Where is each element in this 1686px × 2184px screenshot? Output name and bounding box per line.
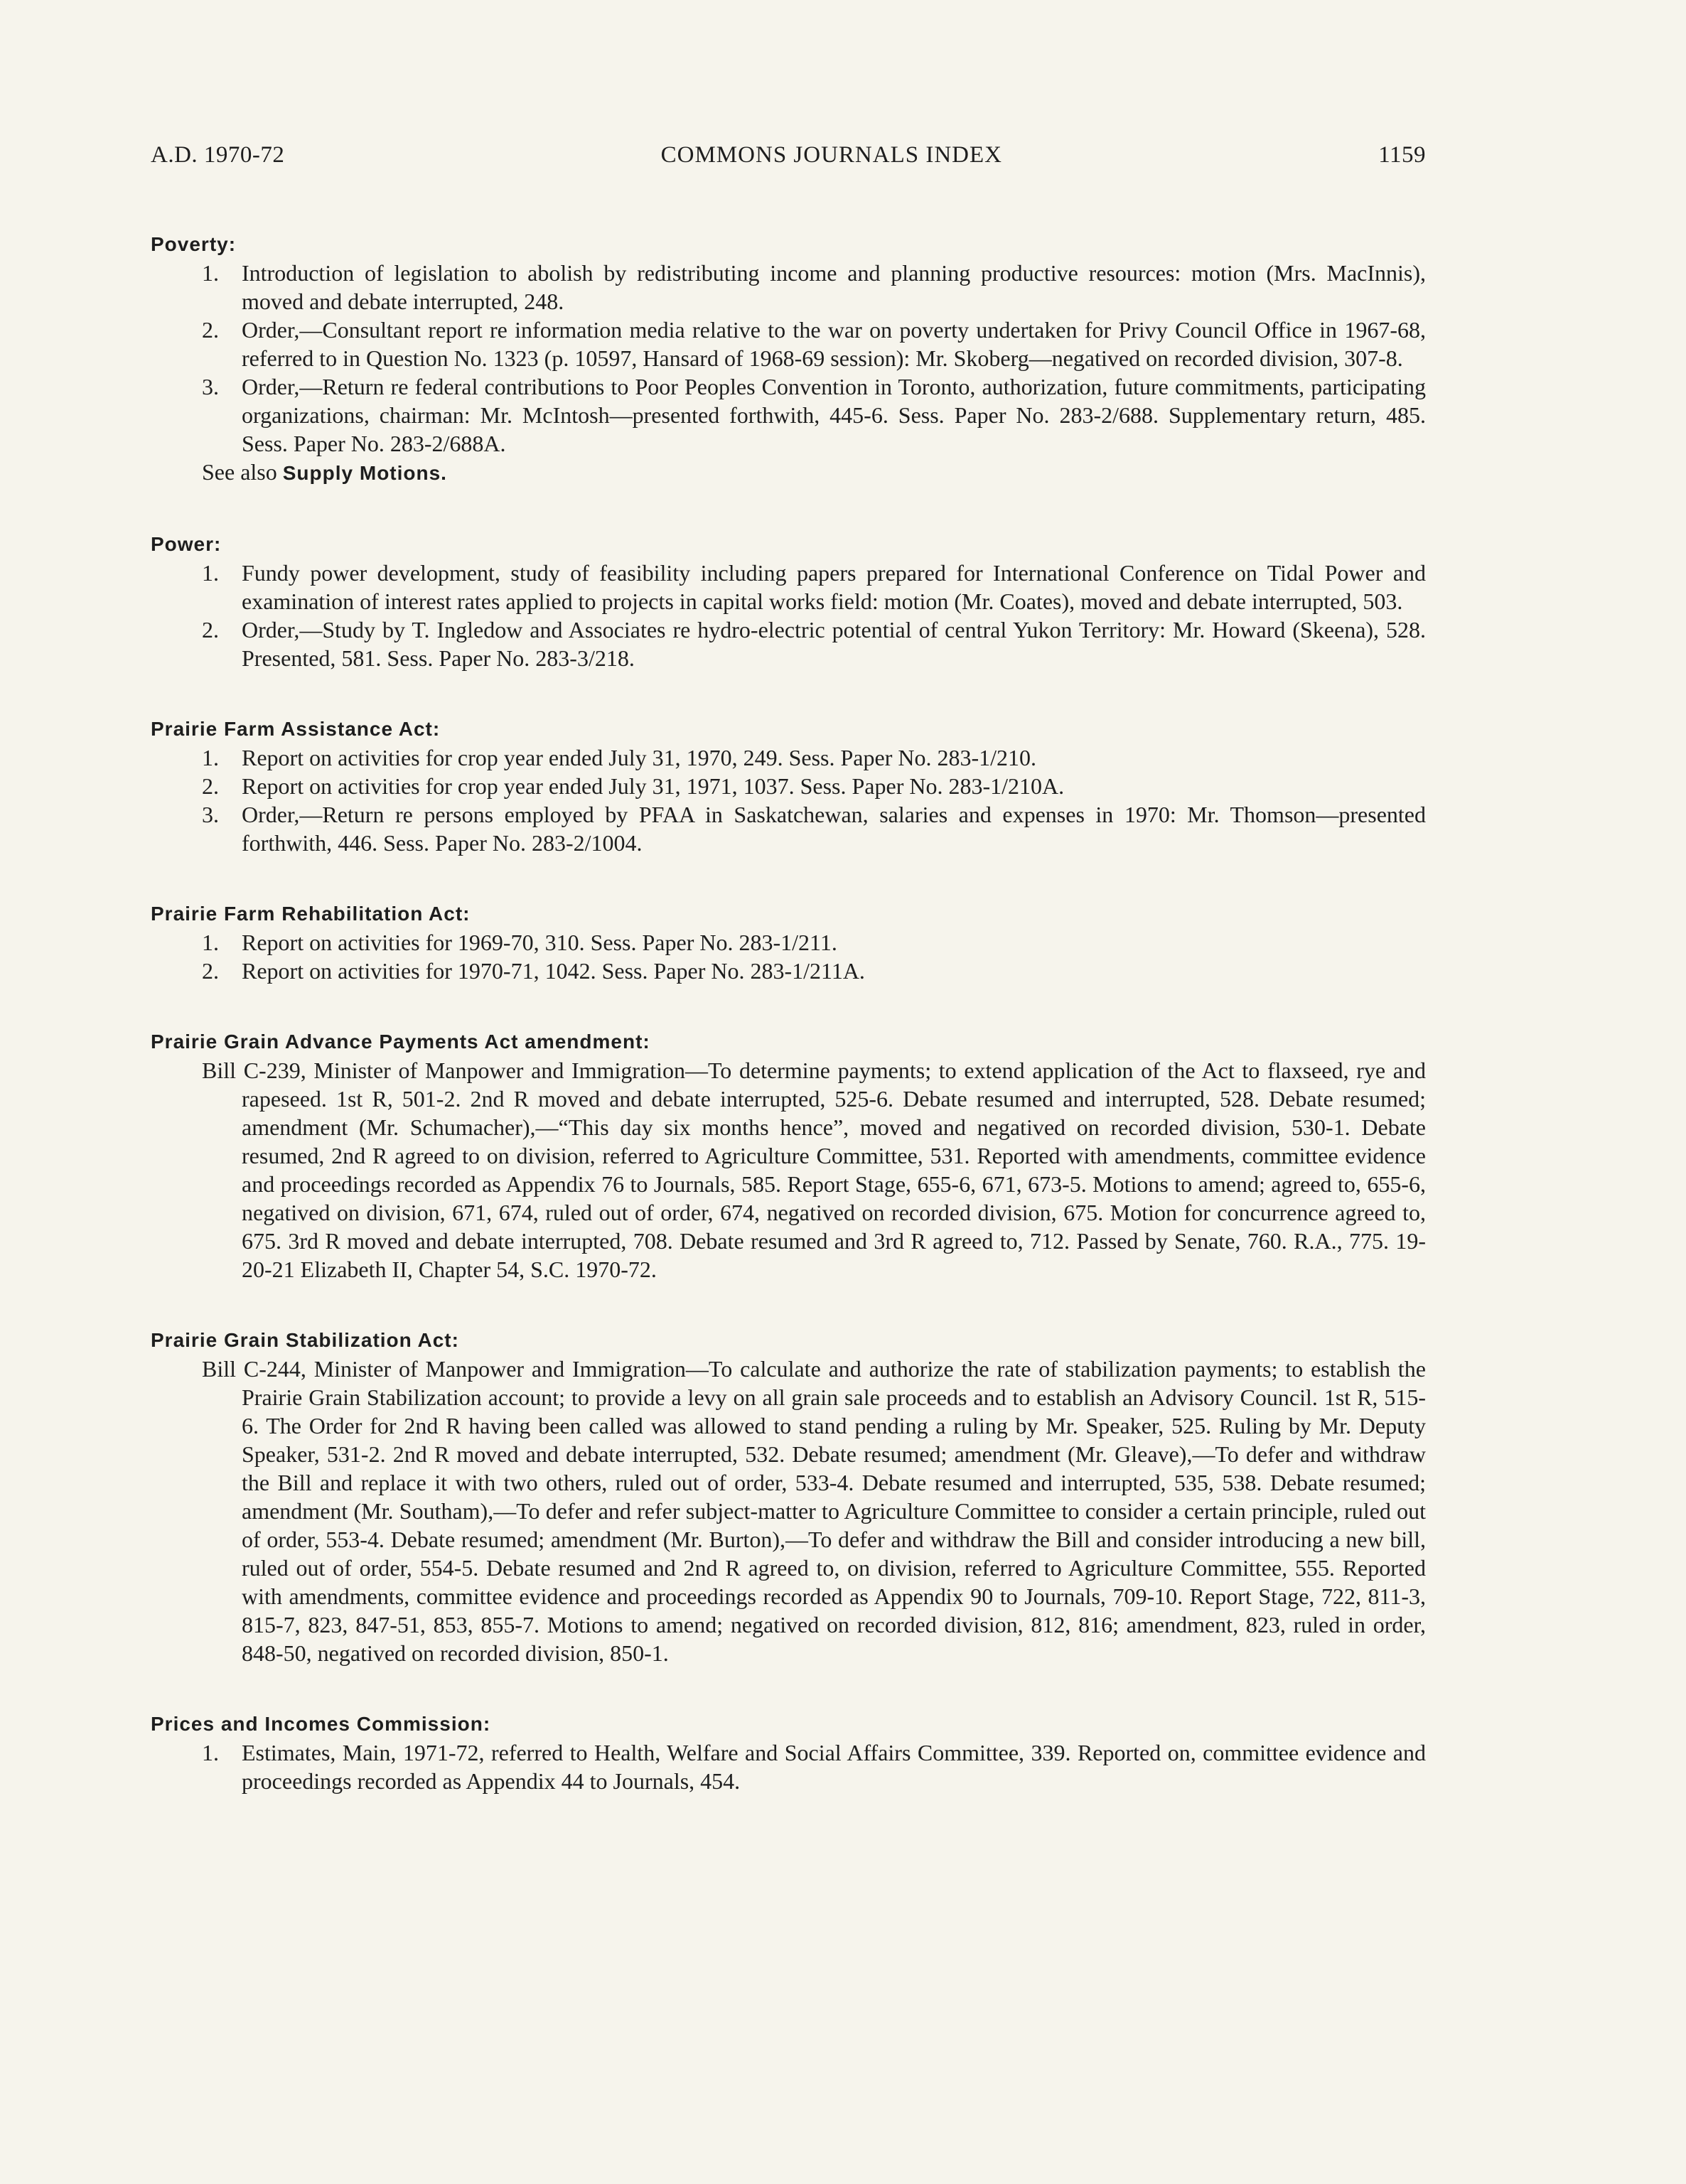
bill-entry: Bill C-244, Minister of Manpower and Immigration—To calculate and authorize the rate of stabilization payments; to establish the Prairie Grain Stabilization account; to provide a levy on all grain sale proceeds and to establish an Advisory Council. 1st R, 515-6. The Order for 2nd R having been called was allowed to stand pending a ruling by Mr. Speaker, 525. Ruling by Mr. Deputy Speaker, 531-2. 2nd R moved and debate interrupted, 532. Debate resumed; amendment (Mr. Gleave),—To defer and withdraw the Bill and replace it with two others, ruled out of order, 533-4. Debate resumed and interrupted, 535, 538. Debate resumed; amendment (Mr. Southam),—To defer and refer subject-matter to Agriculture Committee to consider a certain principle, ruled out of order, 553-4. Debate resumed; amendment (Mr. Burton),—To defer and withdraw the Bill and consider introducing a new bill, ruled out of order, 554-5. Debate resumed and 2nd R agreed to, on division, referred to Agriculture Committee, 555. Reported with amendments, committee evidence and proceedings recorded as Appendix 90 to Journals, 709-10. Report Stage, 722, 811-3, 815-7, 823, 847-51, 853, 855-7. Motions to amend; negatived on recorded division, 812, 816; amendment, 823, ruled in order, 848-50, negatived on recorded division, 850-1. [202, 1356, 1426, 1666]
entry-number: 3. [202, 802, 219, 827]
entry-number: 1. [202, 260, 219, 286]
index-page [151, 142, 1426, 1795]
index-section-prairie-grain-advance-payments [151, 1028, 1426, 1284]
section-heading: Power: [151, 533, 222, 555]
index-entry [151, 772, 1426, 800]
entry-text: Order,—Consultant report re information media relative to the war on poverty undertaken for Privy Council Office in 1967-68, referred to in Question No. 1323 (p. 10597, Hansard of 1968-69 session): Mr. Skoberg—negatived on recorded division, 307-8. [242, 317, 1426, 371]
index-section-prairie-farm-assistance [151, 715, 1426, 857]
index-section-poverty [151, 230, 1426, 488]
index-section-prairie-farm-rehabilitation [151, 900, 1426, 985]
index-section-power [151, 530, 1426, 672]
section-heading: Poverty: [151, 233, 237, 255]
header-page-number: 1159 [1378, 142, 1426, 168]
header-date-range: A.D. 1970-72 [151, 142, 285, 168]
see-also-prefix: See also [202, 459, 277, 485]
section-heading: Prairie Farm Assistance Act: [151, 718, 441, 740]
index-section-prices-and-incomes [151, 1710, 1426, 1795]
entry-number: 2. [202, 958, 219, 984]
entry-number: 3. [202, 374, 219, 399]
index-entry [151, 259, 1426, 316]
entry-number: 2. [202, 617, 219, 642]
index-entry [151, 559, 1426, 615]
index-entry [151, 615, 1426, 672]
entry-text: Introduction of legislation to abolish by redistributing income and planning productive resources: motion (Mrs. MacInnis), moved and debate interrupted, 248. [242, 260, 1426, 314]
entry-number: 2. [202, 317, 219, 343]
section-heading: Prices and Incomes Commission: [151, 1713, 491, 1735]
bill-entry: Bill C-239, Minister of Manpower and Immigration—To determine payments; to extend application of the Act to flaxseed, rye and rapeseed. 1st R, 501-2. 2nd R moved and debate interrupted, 525-6. Debate resumed and interrupted, 528. Debate resumed; amendment (Mr. Schumacher),—“This day six months hence”, moved and negatived on recorded division, 530-1. Debate resumed, 2nd R agreed to on division, referred to Agriculture Committee, 531. Reported with amendments, committee evidence and proceedings recorded as Appendix 76 to Journals, 585. Report Stage, 655-6, 671, 673-5. Motions to amend; agreed to, 655-6, negatived on division, 671, 674, ruled out of order, 674, negatived on recorded division, 675. Motion for concurrence agreed to, 675. 3rd R moved and debate interrupted, 708. Debate resumed and 3rd R agreed to, 712. Passed by Senate, 760. R.A., 775. 19-20-21 Elizabeth II, Chapter 54, S.C. 1970-72. [202, 1058, 1426, 1282]
index-entry [151, 1738, 1426, 1795]
index-entry [151, 928, 1426, 957]
see-also [151, 458, 1426, 488]
section-heading: Prairie Grain Advance Payments Act amendment: [151, 1031, 650, 1053]
index-section-prairie-grain-stabilization [151, 1326, 1426, 1667]
entry-text: Order,—Return re persons employed by PFAA in Saskatchewan, salaries and expenses in 1970: Mr. Thomson—presented forthwith, 446. Sess. Paper No. 283-2/1004. [242, 802, 1426, 856]
entry-text: Report on activities for crop year ended July 31, 1970, 249. Sess. Paper No. 283-1/210. [242, 745, 1037, 770]
entry-number: 2. [202, 773, 219, 799]
entry-number: 1. [202, 745, 219, 770]
index-entry [151, 372, 1426, 458]
entry-number: 1. [202, 930, 219, 955]
section-heading: Prairie Grain Stabilization Act: [151, 1329, 459, 1351]
entry-number: 1. [202, 560, 219, 586]
index-entry [151, 800, 1426, 857]
entry-number: 1. [202, 1740, 219, 1765]
index-entry [151, 957, 1426, 985]
entry-text: Report on activities for crop year ended July 31, 1971, 1037. Sess. Paper No. 283-1/210A. [242, 773, 1065, 799]
index-entry [151, 743, 1426, 772]
entry-text: Fundy power development, study of feasibility including papers prepared for International Conference on Tidal Power and examination of interest rates applied to projects in capital works field: motion (Mr. Coates), moved and debate interrupted, 503. [242, 560, 1426, 614]
see-also-reference: Supply Motions. [282, 462, 447, 484]
section-heading: Prairie Farm Rehabilitation Act: [151, 903, 471, 925]
entry-text: Report on activities for 1969-70, 310. Sess. Paper No. 283-1/211. [242, 930, 837, 955]
entry-text: Order,—Return re federal contributions to Poor Peoples Convention in Toronto, authorization, future commitments, participating organizations, chairman: Mr. McIntosh—presented forthwith, 445-6. Sess. Paper No. 283-2/688. Supplementary return, 485. Sess. Paper No. 283-2/688A. [242, 374, 1426, 456]
header-title: COMMONS JOURNALS INDEX [660, 142, 1002, 168]
entry-text: Order,—Study by T. Ingledow and Associates re hydro-electric potential of central Yukon Territory: Mr. Howard (Skeena), 528. Presented, 581. Sess. Paper No. 283-3/218. [242, 617, 1426, 671]
running-head [151, 142, 1426, 178]
entry-text: Estimates, Main, 1971-72, referred to Health, Welfare and Social Affairs Committee, 339. Reported on, committee evidence and proceedings recorded as Appendix 44 to Journals, 454. [242, 1740, 1426, 1794]
index-entry [151, 316, 1426, 372]
entry-text: Report on activities for 1970-71, 1042. Sess. Paper No. 283-1/211A. [242, 958, 865, 984]
